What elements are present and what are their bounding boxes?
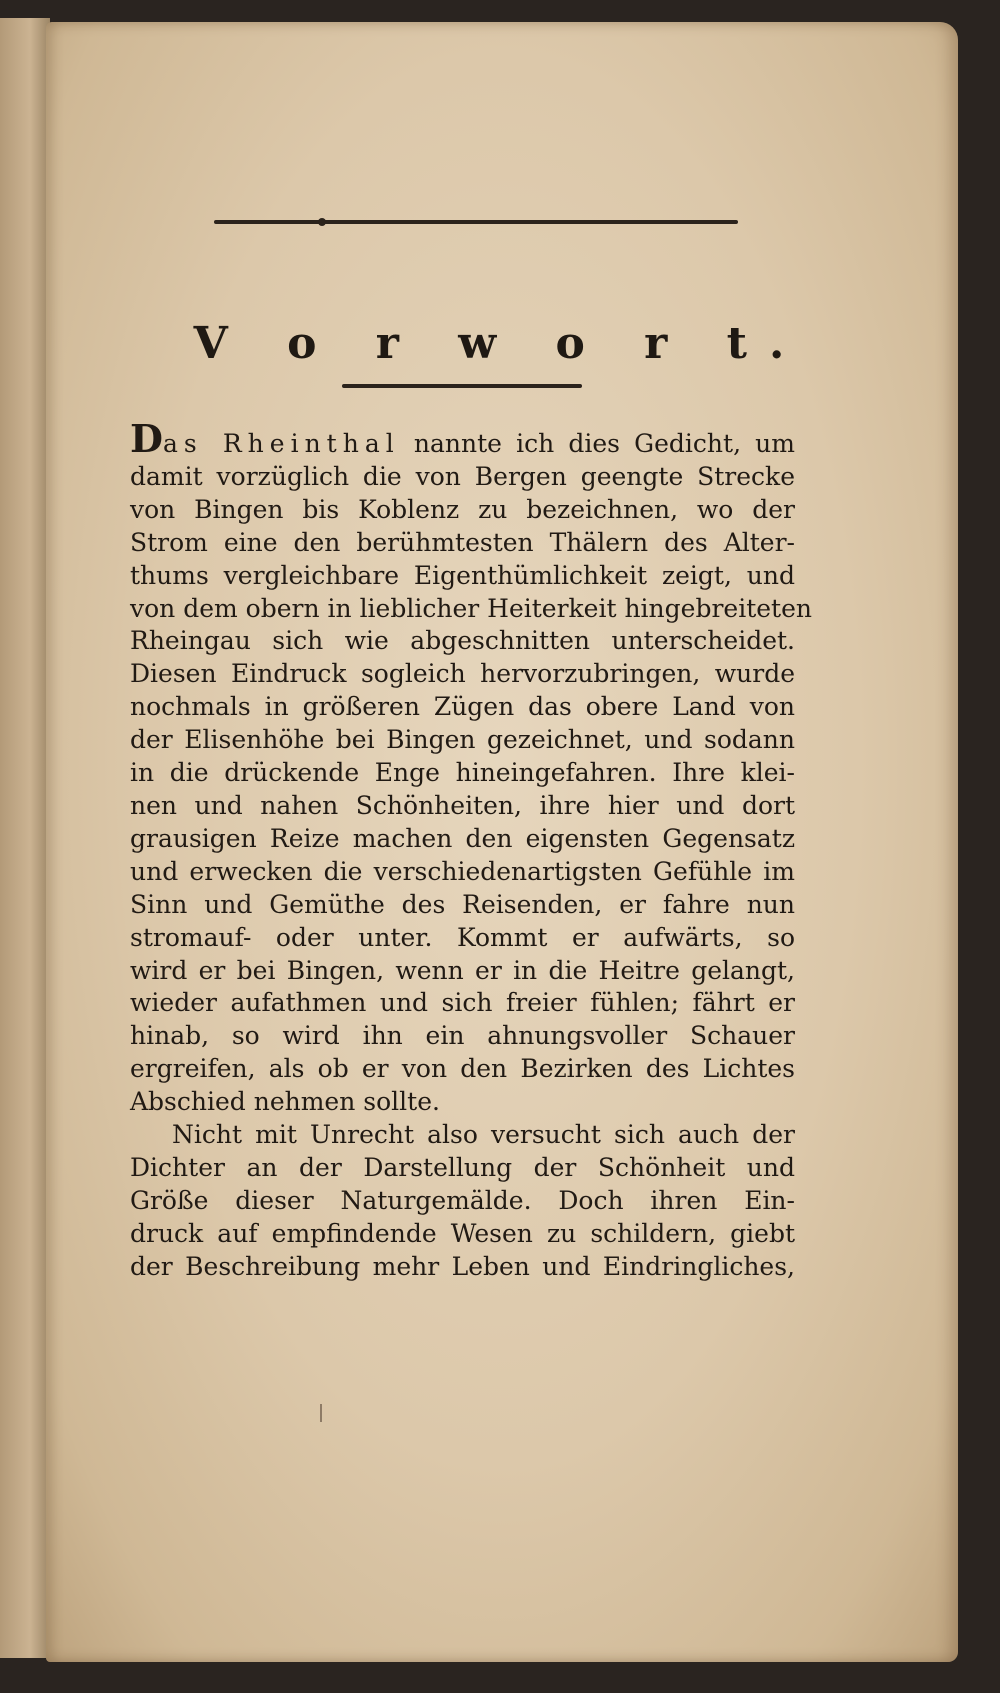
top-ornamental-rule [214,220,738,224]
text-line: grausigen Reize machen den eigensten Gegensatz [130,823,795,853]
drop-cap: D [130,416,163,461]
text-line: ergreifen, als ob er von den Bezirken des Lichtes [130,1054,795,1084]
body-text [130,416,812,1284]
text-line: thums vergleichbare Eigenthümlichkeit zeigt, und [130,560,795,590]
text-line: von Bingen bis Koblenz zu bezeichnen, wo der [130,494,795,524]
text-line: nen und nahen Schönheiten, ihre hier und dort [130,790,795,820]
text-line: damit vorzüglich die von Bergen geengte Strecke [130,461,795,491]
text-line: Rheingau sich wie abgeschnitten unterscheidet. [130,626,795,656]
text-line [130,416,795,461]
spaced-word: as Rheinthal [162,429,400,458]
text-line: Abschied nehmen sollte. [130,1087,440,1117]
text-line: Sinn und Gemüthe des Reisenden, er fahre nun [130,889,795,919]
text-line: Strom eine den berühmtesten Thälern des Alter- [130,527,795,557]
text-line: Nicht mit Unrecht also versucht sich auch der [172,1120,795,1150]
text-line: wieder aufathmen und sich freier fühlen; fährt er [130,988,795,1018]
text-line: der Elisenhöhe bei Bingen gezeichnet, und sodann [130,725,795,755]
facing-page-edge [0,18,50,1658]
paper-mark [320,1404,322,1422]
title-rule [342,384,582,388]
text-line: hinab, so wird ihn ein ahnungsvoller Schauer [130,1021,795,1051]
text-line: wird er bei Bingen, wenn er in die Heitre gelangt, [130,955,795,985]
text-line: Größe dieser Naturgemälde. Doch ihren Ein- [130,1185,795,1215]
page-title: V o r w o r t. [193,318,807,369]
text-line: von dem obern in lieblicher Heiterkeit hingebreiteten [130,593,812,623]
text-line: stromauf- oder unter. Kommt er aufwärts, so [130,922,795,952]
text-line: und erwecken die verschiedenartigsten Gefühle im [130,856,795,886]
text-line: in die drückende Enge hineingefahren. Ihre klei- [130,758,795,788]
line-rest: nannte ich dies Gedicht, um [399,429,795,458]
text-line: nochmals in größeren Zügen das obere Land von [130,692,795,722]
text-line: druck auf empfindende Wesen zu schildern, giebt [130,1218,795,1248]
text-line: der Beschreibung mehr Leben und Eindringliches, [130,1251,795,1281]
text-line: Dichter an der Darstellung der Schönheit und [130,1152,795,1182]
text-line: Diesen Eindruck sogleich hervorzubringen, wurde [130,659,795,689]
